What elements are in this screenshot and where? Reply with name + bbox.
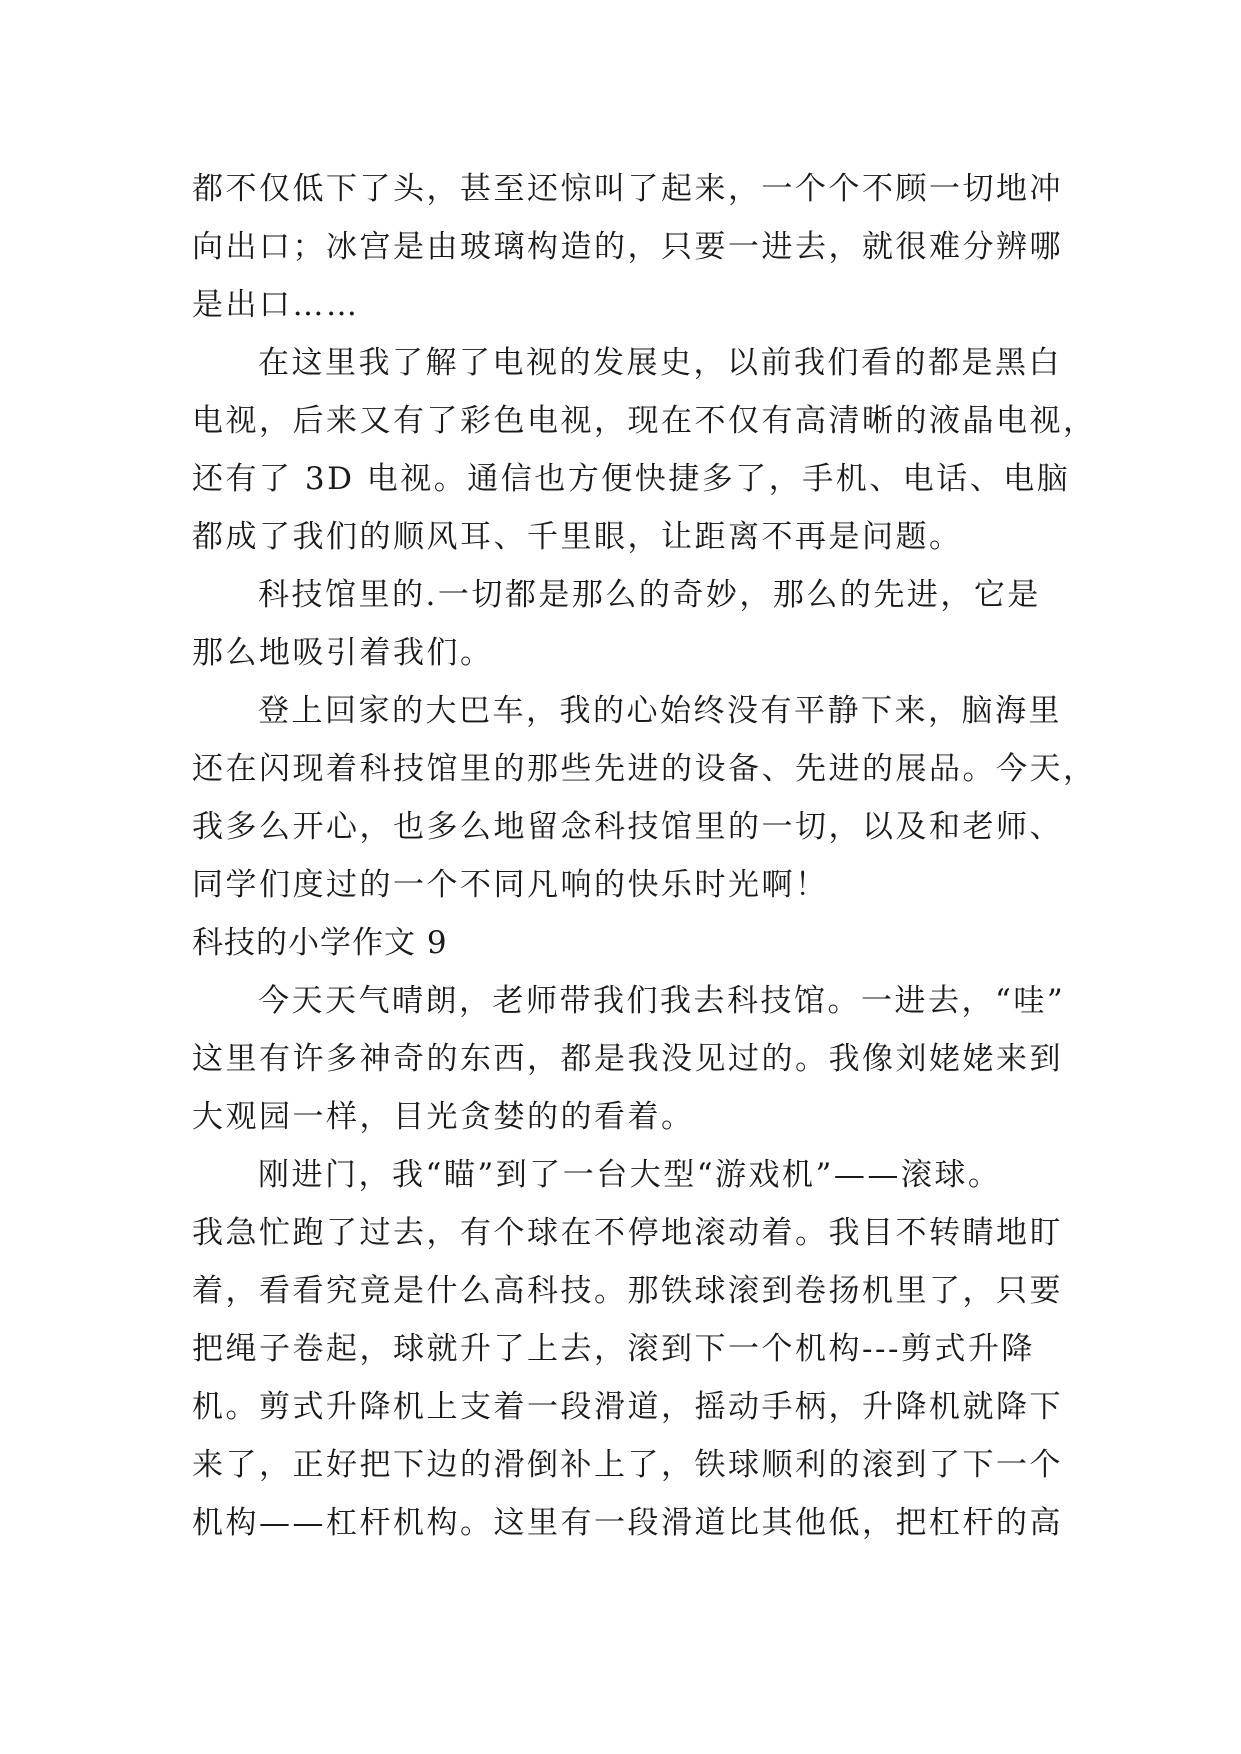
text-line: 还在闪现着科技馆里的那些先进的设备、先进的展品。今天， <box>192 751 1097 787</box>
text-line: 把绳子卷起，球就升了上去，滚到下一个机构---剪式升降 <box>192 1331 1035 1367</box>
paragraph-first-line: 科技馆里的.一切都是那么的奇妙，那么的先进，它是 <box>258 577 1041 613</box>
text-line: 大观园一样，目光贪婪的的看着。 <box>192 1099 695 1135</box>
text-line: 那么地吸引着我们。 <box>192 635 494 671</box>
text-line: 机构——杠杆机构。这里有一段滑道比其他低，把杠杆的高 <box>192 1505 1063 1541</box>
text-line: 是出口…… <box>192 287 360 323</box>
paragraph-first-line: 登上回家的大巴车，我的心始终没有平静下来，脑海里 <box>258 693 1062 729</box>
text-line: 机。剪式升降机上支着一段滑道，摇动手柄，升降机就降下 <box>192 1389 1063 1425</box>
text-line: 都不仅低下了头，甚至还惊叫了起来，一个个不顾一切地冲 <box>192 171 1063 207</box>
text-line: 都成了我们的顺风耳、千里眼，让距离不再是问题。 <box>192 519 963 555</box>
paragraph-first-line: 在这里我了解了电视的发展史，以前我们看的都是黑白 <box>258 345 1062 381</box>
text-line: 我多么开心，也多么地留念科技馆里的一切，以及和老师、 <box>192 809 1063 845</box>
text-line: 来了，正好把下边的滑倒补上了，铁球顺利的滚到了下一个 <box>192 1447 1063 1483</box>
paragraph-first-line: 刚进门，我“瞄”到了一台大型“游戏机”——滚球。 <box>258 1157 1002 1193</box>
paragraph-first-line: 今天天气晴朗，老师带我们我去科技馆。一进去，“哇” <box>258 983 1066 1019</box>
text-line: 着，看看究竟是什么高科技。那铁球滚到卷扬机里了，只要 <box>192 1273 1063 1309</box>
text-line: 电视，后来又有了彩色电视，现在不仅有高清晰的液晶电视， <box>192 403 1097 439</box>
text-line: 这里有许多神奇的东西，都是我没见过的。我像刘姥姥来到 <box>192 1041 1063 1077</box>
section-heading: 科技的小学作文 9 <box>192 925 448 961</box>
text-line: 还有了 3D 电视。通信也方便快捷多了，手机、电话、电脑 <box>192 461 1071 497</box>
text-line: 我急忙跑了过去，有个球在不停地滚动着。我目不转睛地盯 <box>192 1215 1063 1251</box>
text-line: 向出口；冰宫是由玻璃构造的，只要一进去，就很难分辨哪 <box>192 229 1063 265</box>
document-body <box>192 160 1097 1552</box>
text-line: 同学们度过的一个不同凡响的快乐时光啊！ <box>192 867 829 903</box>
